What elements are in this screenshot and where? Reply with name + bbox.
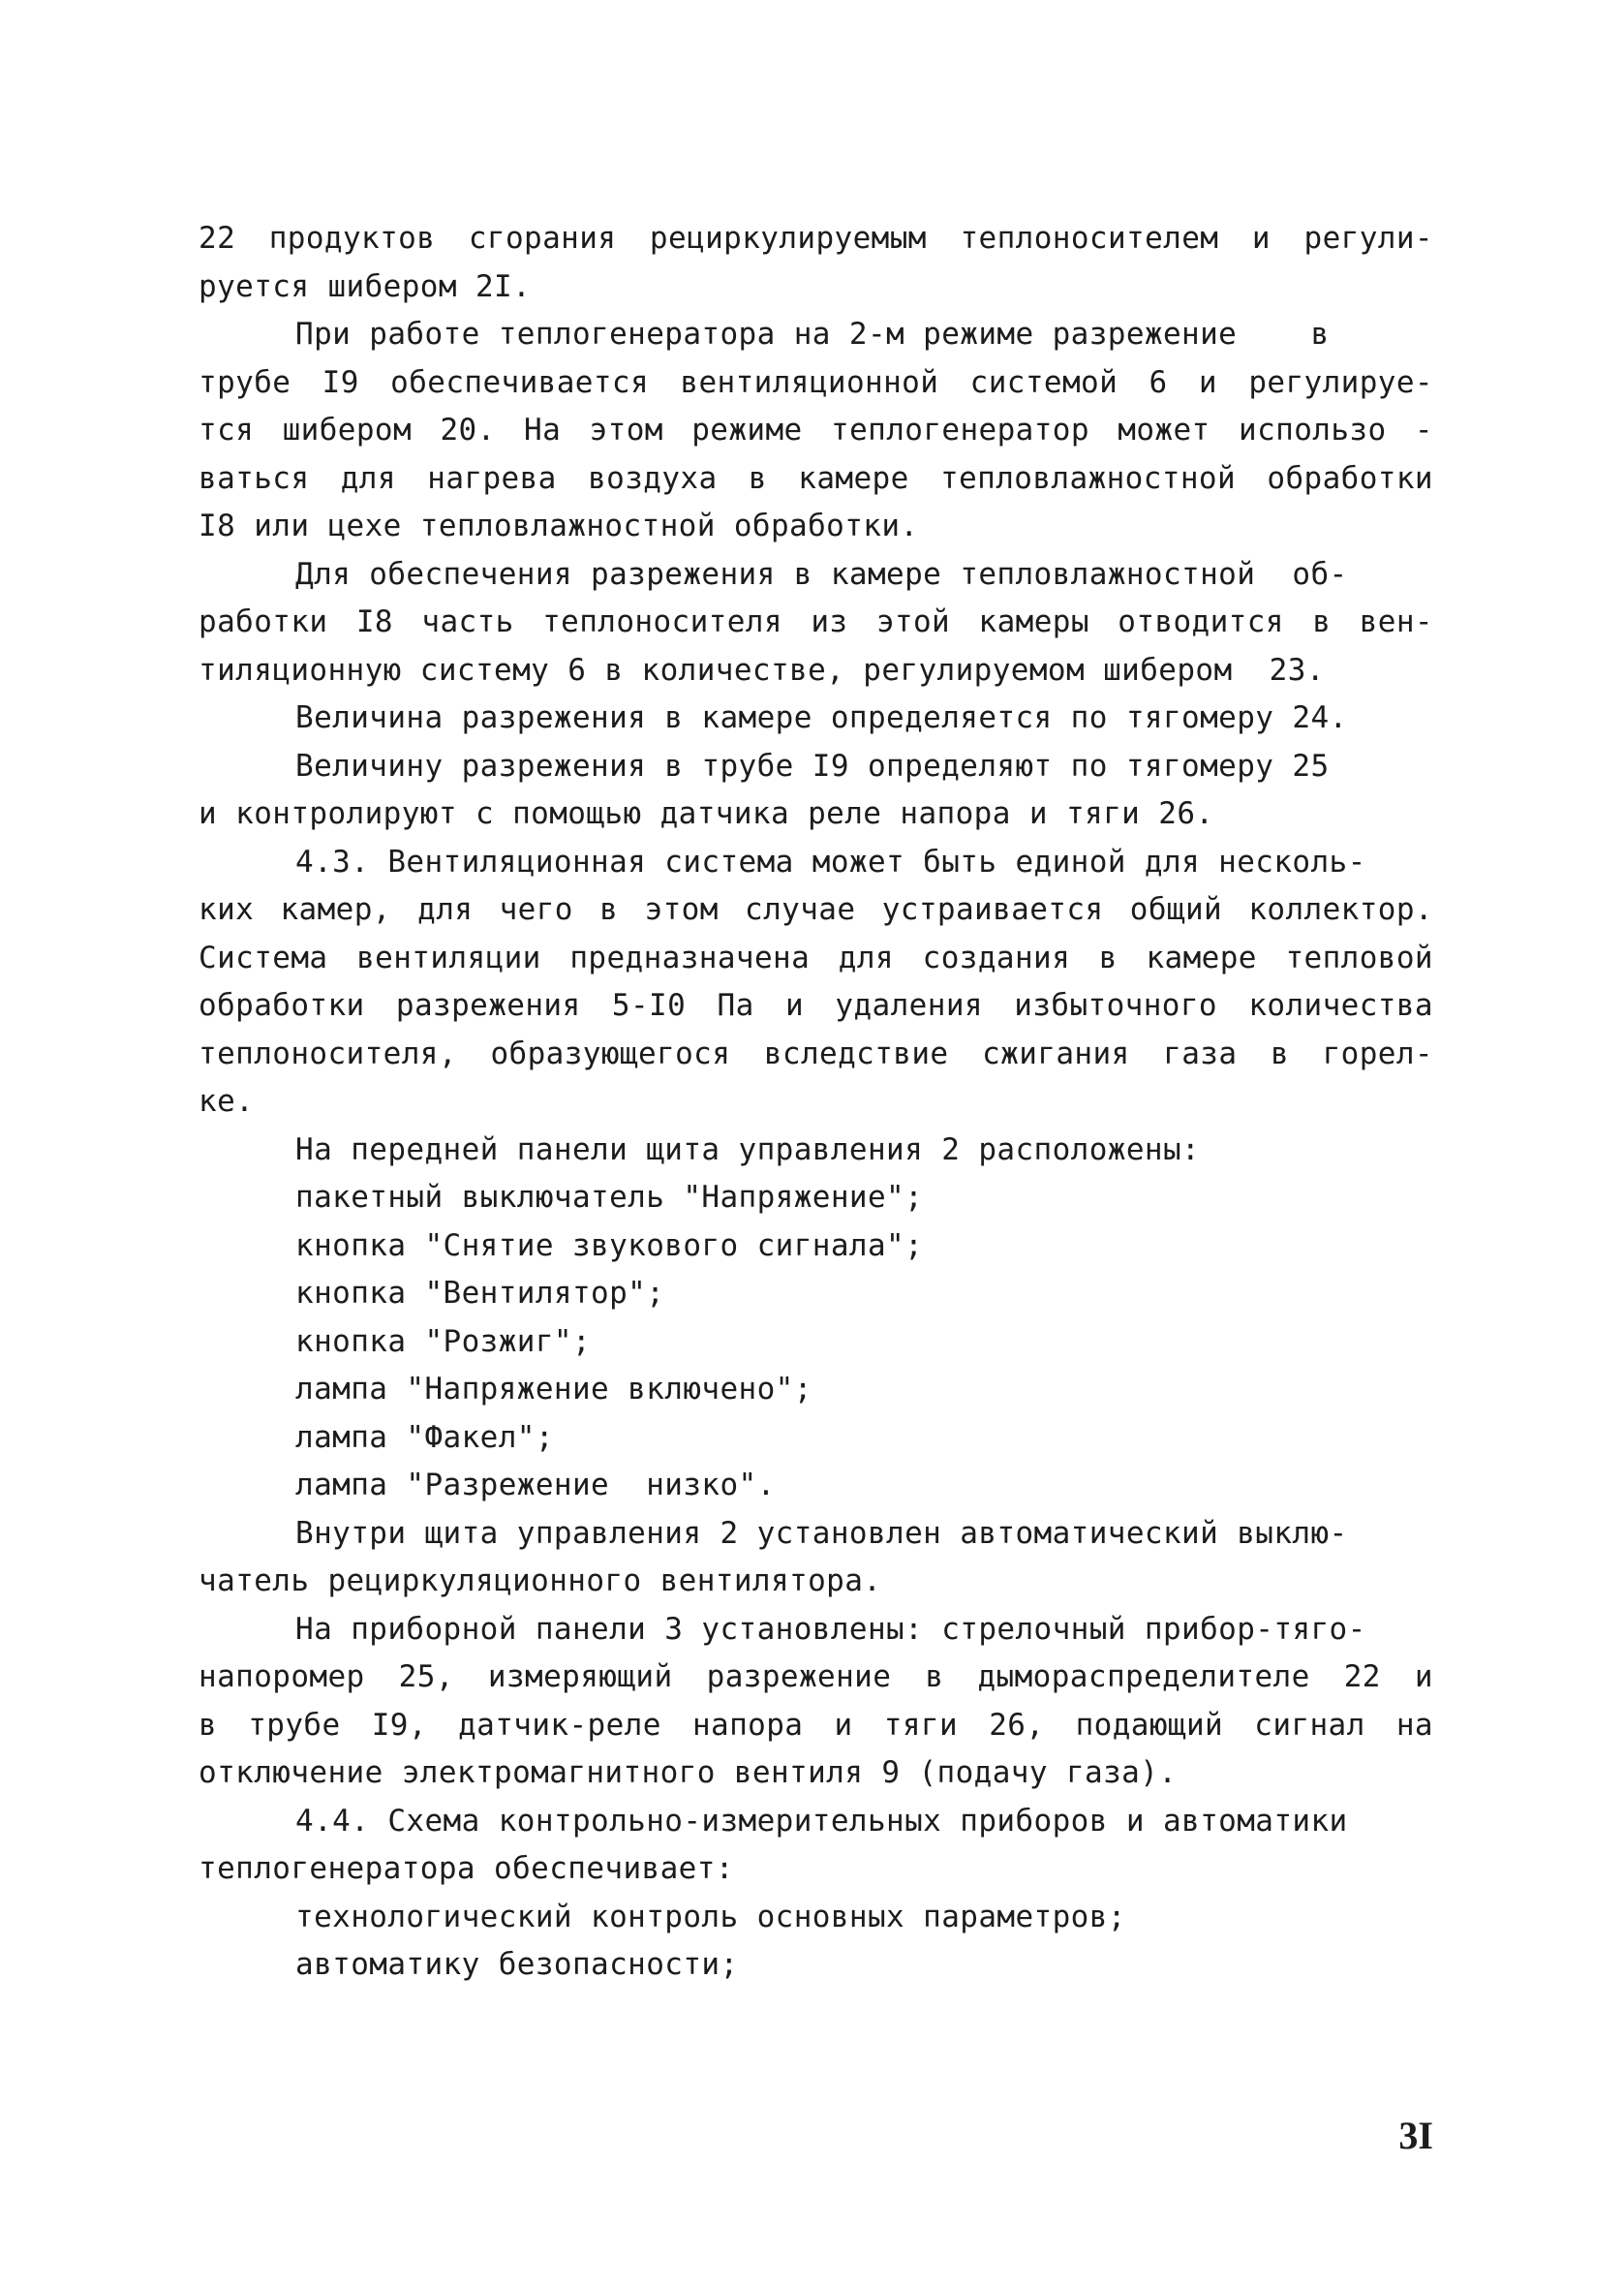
text-line: тиляционную систему 6 в количестве, регулируемом шибером 23.	[199, 652, 1325, 688]
text-line: теплоносителя, образующегося вследствие сжигания газа в горел-	[199, 1036, 1433, 1071]
list-item: технологический контроль основных параметров;	[295, 1899, 1126, 1934]
text-line: чатель рециркуляционного вентилятора.	[199, 1563, 882, 1598]
text-line: напоромер 25, измеряющий разрежение в дымораспределителе 22 и	[199, 1659, 1433, 1694]
text-line: в трубе I9, датчик-реле напора и тяги 26, подающий сигнал на	[199, 1707, 1433, 1743]
list-item: лампа "Факел";	[295, 1419, 554, 1455]
text-line: трубе I9 обеспечивается вентиляционной системой 6 и регулируе-	[199, 364, 1433, 400]
text-line: ке.	[199, 1084, 255, 1119]
text-line: Система вентиляции предназначена для создания в камере тепловой	[199, 940, 1433, 975]
text-line: Для обеспечения разрежения в камере тепловлажностной об-	[295, 556, 1348, 592]
list-item: лампа "Напряжение включено";	[295, 1372, 812, 1407]
list-item: автоматику безопасности;	[295, 1947, 739, 1982]
text-line: На приборной панели 3 установлены: стрелочный прибор-тяго-	[295, 1611, 1366, 1647]
text-line: теплогенератора обеспечивает:	[199, 1851, 734, 1886]
text-line: обработки разрежения 5-I0 Па и удаления избыточного количества	[199, 988, 1433, 1023]
body-text	[199, 215, 1433, 1990]
text-line: отключение электромагнитного вентиля 9 (подачу газа).	[199, 1755, 1178, 1790]
text-line: ваться для нагрева воздуха в камере тепловлажностной обработки	[199, 460, 1433, 496]
text-line: I8 или цехе тепловлажностной обработки.	[199, 509, 919, 543]
list-item: кнопка "Снятие звукового сигнала";	[295, 1227, 924, 1263]
text-line: тся шибером 20. На этом режиме теплогенератор может использо -	[199, 413, 1433, 448]
text-line: руется шибером 2I.	[199, 268, 532, 304]
text-line: 22 продуктов сгорания рециркулируемым теплоносителем и регули-	[199, 221, 1433, 256]
text-line: и контролируют с помощью датчика реле напора и тяги 26.	[199, 796, 1214, 831]
list-item: пакетный выключатель "Напряжение";	[295, 1180, 924, 1215]
list-item: кнопка "Розжиг";	[295, 1323, 592, 1359]
text-line: Величину разрежения в трубе I9 определяют по тягомеру 25	[295, 748, 1330, 784]
text-line: 4.4. Схема контрольно-измерительных приборов и автоматики	[295, 1803, 1348, 1839]
text-line: работки I8 часть теплоносителя из этой камеры отводится в вен-	[199, 604, 1433, 639]
text-line: На передней панели щита управления 2 расположены:	[295, 1131, 1201, 1167]
text-line: Внутри щита управления 2 установлен автоматический выклю-	[295, 1515, 1348, 1551]
text-line: Величина разрежения в камере определяется по тягомеру 24.	[295, 700, 1348, 735]
text-line: При работе теплогенератора на 2-м режиме разрежение в	[295, 317, 1330, 352]
list-item: лампа "Разрежение низко".	[295, 1468, 776, 1502]
page-number: 3I	[1398, 2114, 1433, 2157]
text-line: 4.3. Вентиляционная система может быть единой для несколь-	[295, 844, 1366, 880]
list-item: кнопка "Вентилятор";	[295, 1276, 665, 1311]
text-line: ких камер, для чего в этом случае устраивается общий коллектор.	[199, 892, 1433, 927]
